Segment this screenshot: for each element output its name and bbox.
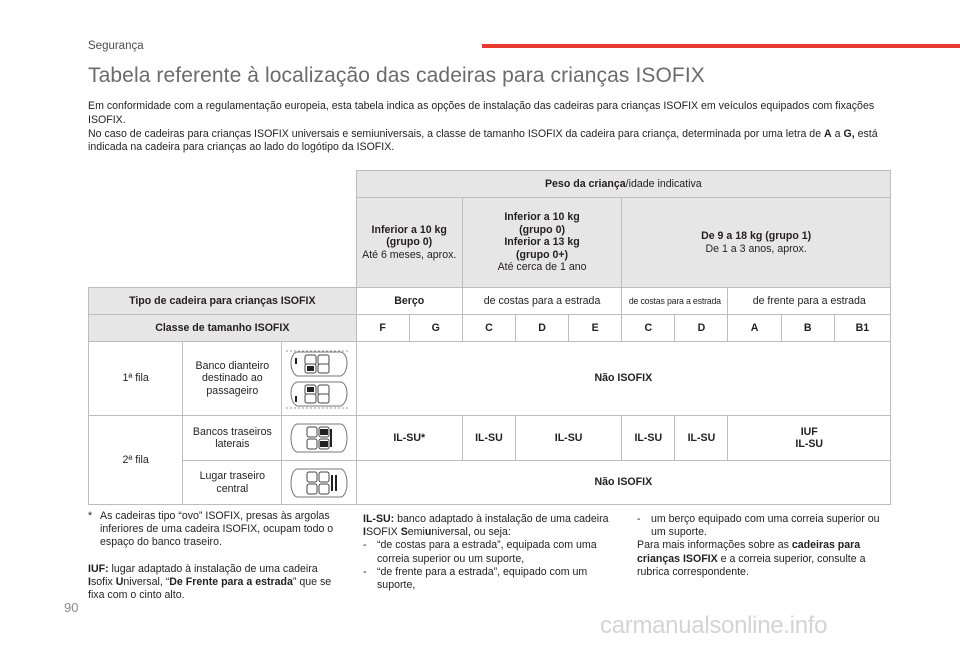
intro-paragraph-1: Em conformidade com a regulamentação europeia, esta tabela indica as opções de instalação das cadeiras para crianças ISOFIX em veículos equipados com fixações ISOFIX. xyxy=(88,100,875,126)
row2-label: 2ª fila xyxy=(89,416,183,505)
group1-weight: De 9 a 18 kg (grupo 1) xyxy=(701,230,812,242)
row2a-value-c: IL-SU xyxy=(462,416,515,461)
front-seat-diagram xyxy=(282,342,356,416)
group0plus-weight-2: Inferior a 13 kg (grupo 0+) xyxy=(504,236,580,261)
watermark: carmanualsonline.info xyxy=(600,612,828,639)
row2a-value-berco: IL-SU* xyxy=(356,416,462,461)
class-e: E xyxy=(569,315,622,342)
type-rear-facing-2: de costas para a estrada xyxy=(622,288,728,315)
row1-label: 1ª fila xyxy=(89,342,183,416)
class-d-2: D xyxy=(675,315,728,342)
ilsu-item-berco xyxy=(637,513,882,539)
group0plus-weight-1: Inferior a 10 kg (grupo 0) xyxy=(504,211,580,236)
row2a-front-iuf: IUF xyxy=(800,425,818,438)
row2a-value-c2: IL-SU xyxy=(622,416,675,461)
more-bold-text: cadeiras para crianças ISOFIX xyxy=(637,539,861,565)
more-text-1: Para mais informações sobre as xyxy=(637,539,792,552)
row2a-value-de: IL-SU xyxy=(515,416,621,461)
type-forward-facing: de frente para a estrada xyxy=(728,288,891,315)
ilsu-letter-u: u xyxy=(424,526,432,539)
section-label: Segurança xyxy=(88,40,144,52)
footnote-ilsu xyxy=(363,513,618,592)
iuf-text-4: ” que se fixa com o cinto alto. xyxy=(88,576,332,602)
ilsu-text-4: niversal, ou seja: xyxy=(431,526,511,539)
class-d: D xyxy=(515,315,568,342)
row2b-seat: Lugar traseiro central xyxy=(183,461,282,505)
more-text-2: e a correia superior, consulte a rubrica correspondente. xyxy=(637,552,866,578)
rear-side-seat-diagram xyxy=(282,416,356,461)
intro-paragraph-2 xyxy=(88,128,888,156)
iuf-text-3: niversal, “ xyxy=(123,576,170,589)
footnote-egg-seats xyxy=(88,510,340,550)
ilsu-item-rear xyxy=(363,539,618,565)
row2b-value: Não ISOFIX xyxy=(356,461,890,505)
intro-text-b: está indicada na cadeira para crianças ao lado do logótipo da ISOFIX. xyxy=(88,127,878,154)
class-b1: B1 xyxy=(834,315,890,342)
row2a-value-front xyxy=(728,416,891,461)
car-rear-center-icon xyxy=(287,465,351,501)
footnote-more-info xyxy=(637,513,882,579)
row2a-value-d2: IL-SU xyxy=(675,416,728,461)
footnote-star: * xyxy=(88,510,93,522)
intro-letter-a: A xyxy=(824,127,832,140)
rear-center-seat-diagram xyxy=(282,461,356,505)
group1-header xyxy=(622,198,891,288)
iuf-text-1: lugar adaptado à instalação de uma cadeira xyxy=(108,563,318,575)
ilsu-item-front-text: “de frente para a estrada”, equipado com um suporte, xyxy=(377,565,588,592)
iuf-label: IUF: xyxy=(88,563,109,575)
class-c-2: C xyxy=(622,315,675,342)
intro-text xyxy=(88,100,888,155)
row1-seat: Banco dianteiro destinado ao passageiro xyxy=(183,342,282,416)
dash: - xyxy=(363,539,367,552)
row2a-front-ilsu: IL-SU xyxy=(795,438,824,450)
page-number: 90 xyxy=(64,600,79,615)
ilsu-item-berco-text: um berço equipado com uma correia superior ou um suporte. xyxy=(651,513,880,539)
ilsu-text-1: banco adaptado à instalação de uma cadeira xyxy=(394,513,609,525)
dash: - xyxy=(637,513,641,525)
ilsu-text-2: SOFIX xyxy=(365,526,401,539)
group0plus-age: Até cerca de 1 ano xyxy=(497,261,587,274)
type-berco: Berço xyxy=(356,288,462,315)
group0plus-header xyxy=(462,198,621,288)
intro-text-to: a xyxy=(831,127,844,140)
intro-letter-g: G, xyxy=(843,127,855,140)
weight-header-rest: /idade indicativa xyxy=(625,177,702,190)
ilsu-item-rear-text: “de costas para a estrada”, equipada com uma correia superior ou um suporte, xyxy=(377,539,597,565)
iuf-bold-text: De Frente para a estrada xyxy=(169,576,293,589)
ilsu-label: IL-SU: xyxy=(363,513,395,525)
intro-text-a: No caso de cadeiras para crianças ISOFIX universais e semiuniversais, a classe de tamanho ISOFIX da cadeira para criança, determinada por uma letra de xyxy=(88,127,825,140)
class-a: A xyxy=(728,315,781,342)
footnote-iuf xyxy=(88,563,340,603)
page-title: Tabela referente à localização das cadeiras para crianças ISOFIX xyxy=(88,64,705,87)
class-g: G xyxy=(409,315,462,342)
ilsu-definition xyxy=(363,513,618,539)
class-label: Classe de tamanho ISOFIX xyxy=(89,315,357,342)
row2a-seat: Bancos traseiros laterais xyxy=(183,416,282,461)
type-label: Tipo de cadeira para crianças ISOFIX xyxy=(89,288,357,315)
iuf-letter-u: U xyxy=(115,576,124,589)
row1-value: Não ISOFIX xyxy=(356,342,890,416)
class-f: F xyxy=(356,315,409,342)
ilsu-letter-i: I xyxy=(363,526,366,539)
footnote-star-text: As cadeiras tipo “ovo” ISOFIX, presas às argolas inferiores de uma cadeira ISOFIX, ocupam todo o espaço do banco traseiro. xyxy=(100,510,334,549)
isofix-table xyxy=(88,170,891,505)
iuf-text-2: sofix xyxy=(90,576,116,589)
weight-header-bold: Peso da criança xyxy=(544,177,626,190)
group0-header xyxy=(356,198,462,288)
group0-age: Até 6 meses, aprox. xyxy=(362,248,457,261)
class-b: B xyxy=(781,315,834,342)
more-info-text xyxy=(637,539,882,579)
type-rear-facing-1: de costas para a estrada xyxy=(462,288,621,315)
group0-weight: Inferior a 10 kg (grupo 0) xyxy=(371,223,447,249)
iuf-letter-i: I xyxy=(88,576,91,589)
ilsu-item-front xyxy=(363,566,618,592)
weight-header xyxy=(356,171,890,198)
group1-age: De 1 a 3 anos, aprox. xyxy=(705,242,807,255)
accent-bar xyxy=(482,44,960,48)
class-c: C xyxy=(462,315,515,342)
dash: - xyxy=(363,565,367,578)
car-front-passenger-icon xyxy=(283,344,355,414)
ilsu-text-3: emi xyxy=(407,526,425,539)
car-rear-side-icon xyxy=(287,420,351,456)
ilsu-letter-s: S xyxy=(400,526,408,539)
